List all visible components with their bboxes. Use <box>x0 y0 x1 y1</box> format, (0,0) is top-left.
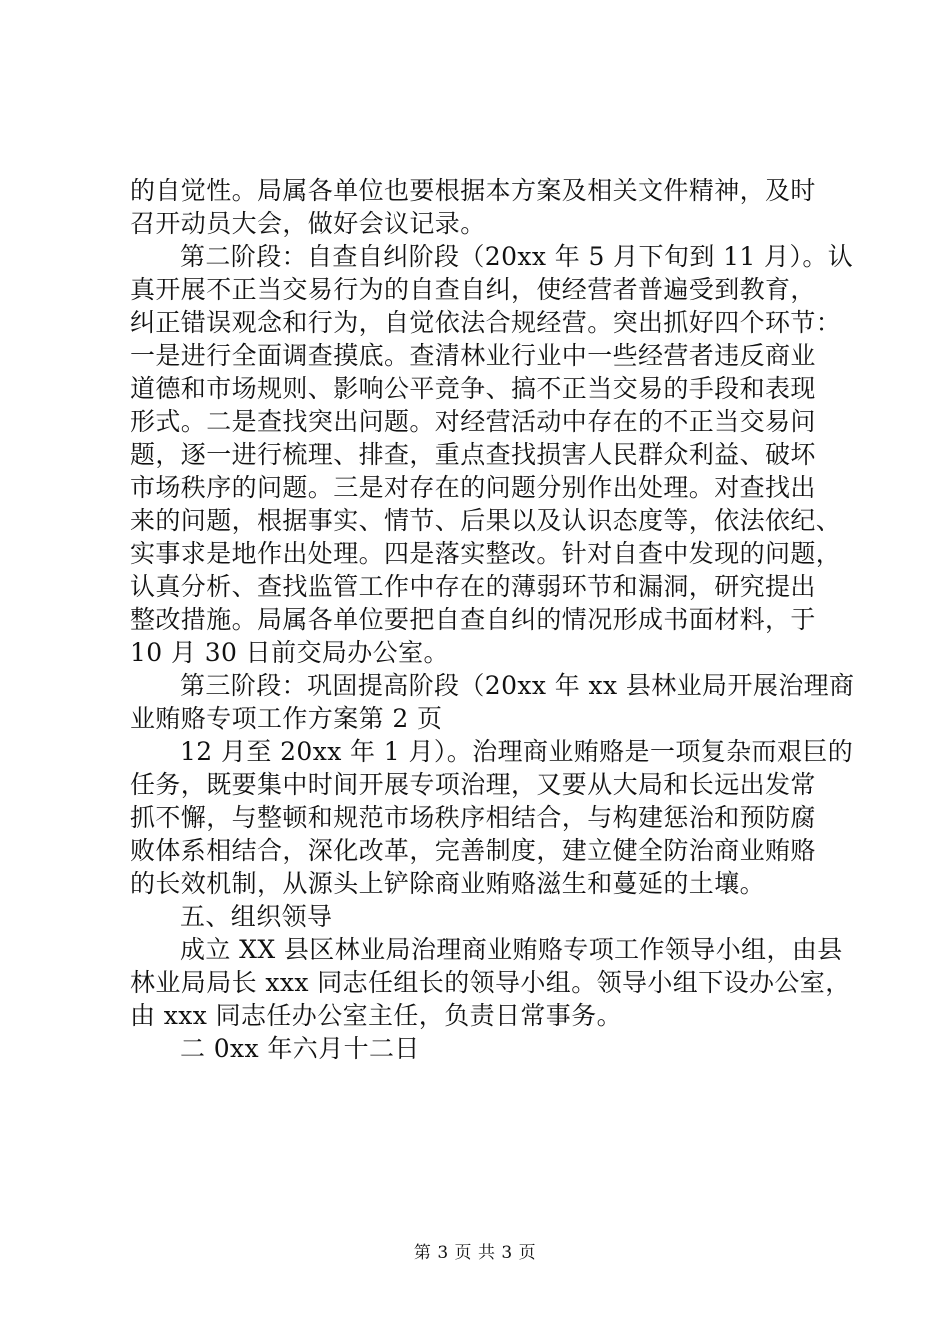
body-text-line: 纠正错误观念和行为，自觉依法合规经营。突出抓好四个环节： <box>130 308 842 337</box>
body-text-line: 12 月至 20xx 年 1 月）。治理商业贿赂是一项复杂而艰巨的 <box>180 737 854 766</box>
body-text-line: 败体系相结合，深化改革，完善制度，建立健全防治商业贿赂 <box>130 836 816 865</box>
body-text-line: 业贿赂专项工作方案第 2 页 <box>130 704 443 733</box>
body-text-line: 的自觉性。局属各单位也要根据本方案及相关文件精神，及时 <box>130 176 816 205</box>
page-number-footer: 第 3 页 共 3 页 <box>413 1243 537 1263</box>
body-text-line: 市场秩序的问题。三是对存在的问题分别作出处理。对查找出 <box>130 473 816 502</box>
body-text-line: 10 月 30 日前交局办公室。 <box>130 638 449 667</box>
body-text-line: 由 xxx 同志任办公室主任，负责日常事务。 <box>130 1001 622 1030</box>
body-text-line: 题，逐一进行梳理、排查，重点查找损害人民群众利益、破坏 <box>130 440 816 469</box>
section-heading: 五、组织领导 <box>180 902 333 931</box>
body-text-line: 一是进行全面调查摸底。查清林业行业中一些经营者违反商业 <box>130 341 816 370</box>
document-date: 二 0xx 年六月十二日 <box>180 1034 420 1063</box>
body-text-line: 抓不懈，与整顿和规范市场秩序相结合，与构建惩治和预防腐 <box>130 803 816 832</box>
body-text-line: 成立 XX 县区林业局治理商业贿赂专项工作领导小组，由县 <box>180 935 843 964</box>
body-text-line: 认真分析、查找监管工作中存在的薄弱环节和漏洞，研究提出 <box>130 572 816 601</box>
body-text-line: 道德和市场规则、影响公平竞争、搞不正当交易的手段和表现 <box>130 374 816 403</box>
body-text-line: 实事求是地作出处理。四是落实整改。针对自查中发现的问题， <box>130 539 842 568</box>
body-text-line: 的长效机制，从源头上铲除商业贿赂滋生和蔓延的土壤。 <box>130 869 766 898</box>
body-text-line: 任务，既要集中时间开展专项治理，又要从大局和长远出发常 <box>130 770 816 799</box>
stage-two-heading-line: 第二阶段：自查自纠阶段（20xx 年 5 月下旬到 11 月）。认 <box>180 242 854 271</box>
body-text-line: 形式。二是查找突出问题。对经营活动中存在的不正当交易问 <box>130 407 816 436</box>
body-text-line: 整改措施。局属各单位要把自查自纠的情况形成书面材料，于 <box>130 605 816 634</box>
body-text-line: 召开动员大会，做好会议记录。 <box>130 209 486 238</box>
body-text-line: 真开展不正当交易行为的自查自纠，使经营者普遍受到教育， <box>130 275 816 304</box>
body-text-line: 来的问题，根据事实、情节、后果以及认识态度等，依法依纪、 <box>130 506 842 535</box>
body-text-line: 林业局局长 xxx 同志任组长的领导小组。领导小组下设办公室， <box>130 968 851 997</box>
stage-three-heading-line: 第三阶段：巩固提高阶段（20xx 年 xx 县林业局开展治理商 <box>180 671 855 700</box>
